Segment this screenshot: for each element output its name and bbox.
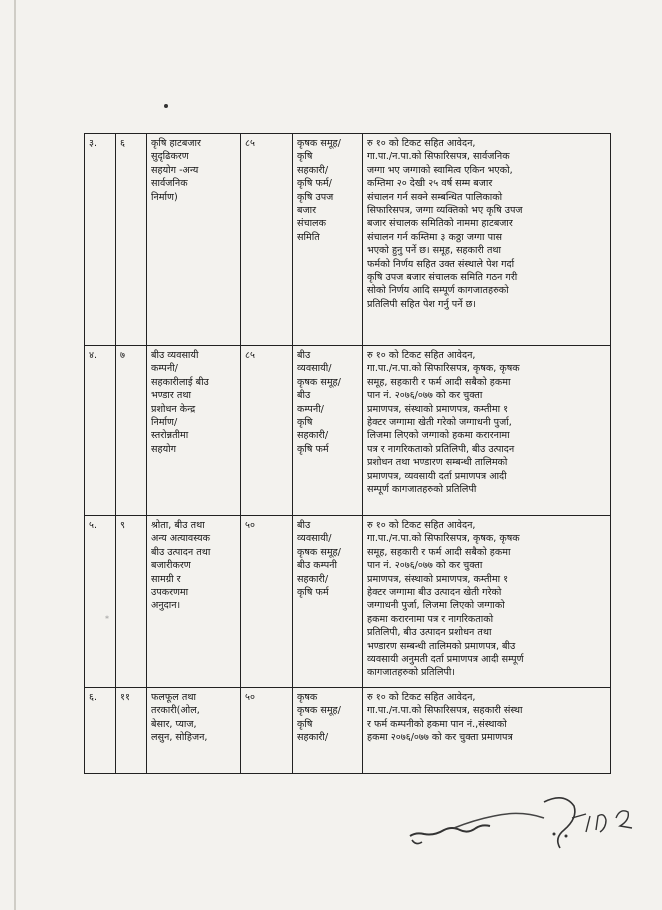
handwritten-signature <box>404 788 634 858</box>
program-name-line: बीउ उत्पादन तथा <box>151 546 211 558</box>
required-documents <box>363 134 611 346</box>
required-documents-line: समूह, सहकारी र फर्म आदी सबैको हकमा <box>367 376 511 388</box>
program-name-line: सुदृढिकरण <box>151 151 189 163</box>
eligible-applicants-line: कृषि उपज <box>297 191 334 203</box>
required-documents-line: फर्मको निर्णय सहित उक्त संस्थाले पेश गर्दा <box>367 258 515 270</box>
eligible-applicants-line: कृषि <box>297 151 313 163</box>
program-name <box>147 688 241 774</box>
program-name <box>147 134 241 346</box>
program-name-line: सहयोग <box>151 443 177 455</box>
subsidy-amount: ५० <box>241 688 293 774</box>
required-documents <box>363 516 611 688</box>
program-name-line: सहकारीलाई बीउ <box>151 376 209 388</box>
required-documents-line: गा.पा./न.पा.को सिफारिसपत्र, सहकारी संस्था <box>367 705 523 717</box>
program-name-line: सामग्री र <box>151 573 181 585</box>
eligible-applicants-line: सहकारी/ <box>297 732 329 744</box>
program-name-line: बीउ व्यवसायी <box>151 350 199 361</box>
eligible-applicants <box>293 346 363 516</box>
program-name-line: सहयोग -अन्य <box>151 164 199 176</box>
required-documents-line: रु १० को टिकट सहित आवेदन, <box>367 138 476 149</box>
program-name-line: सार्वजनिक <box>151 178 188 190</box>
required-documents-line: व्यवसायी अनुमती दर्ता प्रमाणपत्र आदी सम्पूर्ण <box>367 654 524 666</box>
required-documents-line: कम्तिमा २० देखी २५ वर्ष सम्म बजार <box>367 178 493 190</box>
eligible-applicants-line: कृषक <box>297 692 318 703</box>
program-name-line: श्रोता, बीउ तथा <box>151 520 205 531</box>
required-documents <box>363 688 611 774</box>
required-documents-line: पान नं. २०७६/०७७ को कर चुक्ता <box>367 390 483 402</box>
required-documents-line: सम्पूर्ण कागजातहरुको प्रतिलिपी <box>367 484 477 496</box>
eligible-applicants-line: कृषक समूह/ <box>297 705 341 717</box>
eligible-applicants-line: बीउ <box>297 520 311 531</box>
table-row <box>85 134 611 346</box>
program-name <box>147 346 241 516</box>
program-name-line: कृषि हाटबजार <box>151 138 201 149</box>
eligible-applicants <box>293 688 363 774</box>
required-documents <box>363 346 611 516</box>
required-documents-line: हेक्टर जग्गामा बीउ उत्पादन खेती गरेको <box>367 587 502 599</box>
required-documents-line: र फर्म कम्पनीको हकमा पान नं.,संस्थाको <box>367 718 507 730</box>
required-documents-line: हेक्टर जग्गामा खेती गरेको जग्गाधनी पुर्जा, <box>367 417 512 429</box>
eligible-applicants-line: कृषि फर्म <box>297 587 329 599</box>
required-documents-line: लिजमा लिएको जग्गाको हकमा करारनामा <box>367 430 510 442</box>
program-name-line: उपकरणमा <box>151 587 189 599</box>
eligible-applicants-line: व्यवसायी/ <box>297 533 332 545</box>
program-name-line: कम्पनी/ <box>151 363 178 375</box>
required-documents-line: प्रशोधन तथा भण्डारण सम्बन्धी तालिमको <box>367 457 508 469</box>
table-row <box>85 688 611 774</box>
eligible-applicants-line: कम्पनी/ <box>297 403 324 415</box>
program-name-line: अनुदान। <box>151 600 181 612</box>
eligible-applicants-line: बीउ <box>297 390 311 402</box>
required-documents-line: गा.पा./न.पा.को सिफारिसपत्र, कृषक, कृषक <box>367 533 520 545</box>
program-code: ७ <box>116 346 147 516</box>
program-name <box>147 516 241 688</box>
required-documents-line: भएको हुनु पर्ने छ। समूह, सहकारी तथा <box>367 245 502 257</box>
eligible-applicants-line: सहकारी/ <box>297 573 329 585</box>
required-documents-line: प्रमाणपत्र, संस्थाको प्रमाणपत्र, कम्तीमा १ <box>367 403 509 415</box>
required-documents-line: बजार संचालक समितिको नाममा हाटबजार <box>367 218 513 230</box>
eligible-applicants-line: कृषक समूह/ <box>297 376 341 388</box>
table-row <box>85 346 611 516</box>
eligible-applicants-line: सहकारी/ <box>297 164 329 176</box>
scan-page-edge <box>14 0 16 910</box>
eligible-applicants-line: बीउ कम्पनी <box>297 560 337 572</box>
required-documents-line: रु १० को टिकट सहित आवेदन, <box>367 350 476 361</box>
program-name-line: स्तरोन्नतीमा <box>151 430 189 442</box>
program-name-line: फलफूल तथा <box>151 692 196 703</box>
eligible-applicants-line: कृषि फर्म/ <box>297 178 332 190</box>
required-documents-line: सिफारिसपत्र, जग्गा व्यक्तिको भए कृषि उपज <box>367 205 523 217</box>
program-code: ९ <box>116 516 147 688</box>
eligible-applicants-line: समिति <box>297 231 320 243</box>
program-code: ११ <box>116 688 147 774</box>
eligible-applicants <box>293 134 363 346</box>
subsidy-amount: ८५ <box>241 134 293 346</box>
required-documents-line: प्रमाणपत्र, संस्थाको प्रमाणपत्र, कम्तीमा १ <box>367 573 509 585</box>
program-name-line: निर्माण) <box>151 191 178 203</box>
subsidy-amount: ५० <box>241 516 293 688</box>
subsidy-amount: ८५ <box>241 346 293 516</box>
serial-number: ४. <box>85 346 116 516</box>
required-documents-line: रु १० को टिकट सहित आवेदन, <box>367 520 476 531</box>
required-documents-line: हकमा करारनामा पत्र र नागरिकताको <box>367 613 494 625</box>
required-documents-line: सोको निर्णय आदि सम्पूर्ण कागजातहरुको <box>367 285 509 297</box>
eligible-applicants-line: कृषक समूह/ <box>297 138 341 149</box>
program-name-line: तरकारी(ओल, <box>151 705 200 717</box>
eligible-applicants-line: कृषि फर्म <box>297 443 329 455</box>
eligible-applicants-line: कृषक समूह/ <box>297 546 341 558</box>
serial-number: ३. <box>85 134 116 346</box>
required-documents-line: प्रतिलिपी सहित पेश गर्नु पर्ने छ। <box>367 298 476 310</box>
scan-speck <box>164 104 168 108</box>
table-row <box>85 516 611 688</box>
program-name-line: बजारीकरण <box>151 560 191 572</box>
program-name-line: निर्माण/ <box>151 417 178 429</box>
required-documents-line: भण्डारण सम्बन्धी तालिमको प्रमाणपत्र, बीउ <box>367 640 516 652</box>
required-documents-line: संचालन गर्न सक्ने सम्बन्धित पालिकाको <box>367 191 503 203</box>
eligible-applicants-line: सहकारी/ <box>297 430 329 442</box>
serial-number: ५. <box>85 516 116 688</box>
eligible-applicants-line: बजार <box>297 205 317 217</box>
program-name-line: भण्डार तथा <box>151 390 191 402</box>
eligible-applicants-line: व्यवसायी/ <box>297 363 332 375</box>
program-code: ६ <box>116 134 147 346</box>
subsidy-requirements-table <box>84 133 611 774</box>
eligible-applicants-line: कृषि <box>297 417 313 429</box>
required-documents-line: प्रतिलिपी, बीउ उत्पादन प्रशोधन तथा <box>367 627 492 639</box>
required-documents-line: गा.पा./न.पा.को सिफारिसपत्र, सार्वजनिक <box>367 151 510 163</box>
required-documents-line: रु १० को टिकट सहित आवेदन, <box>367 692 476 703</box>
program-name-line: प्रशोधन केन्द्र <box>151 403 196 415</box>
pencil-mark: ⁎ <box>105 612 109 621</box>
required-documents-line: पान नं. २०७६/०७७ को कर चुक्ता <box>367 560 483 572</box>
program-name-line: बेसार, प्याज, <box>151 718 197 730</box>
eligible-applicants-line: कृषि <box>297 718 313 730</box>
serial-number: ६. <box>85 688 116 774</box>
eligible-applicants-line: संचालक <box>297 218 326 230</box>
required-documents-line: जग्गाधनी पुर्जा, लिजमा लिएको जग्गाको <box>367 600 505 612</box>
required-documents-line: प्रमाणपत्र, व्यवसायी दर्ता प्रमाणपत्र आदी <box>367 470 507 482</box>
required-documents-line: जग्गा भए जग्गाको स्वामित्व एकिन भएको, <box>367 164 513 176</box>
required-documents-line: कागजातहरुको प्रतिलिपी। <box>367 667 456 679</box>
required-documents-line: कृषि उपज बजार संचालक समिति गठन गरी <box>367 272 518 284</box>
required-documents-line: समूह, सहकारी र फर्म आदी सबैको हकमा <box>367 546 511 558</box>
required-documents-line: गा.पा./न.पा.को सिफारिसपत्र, कृषक, कृषक <box>367 363 520 375</box>
required-documents-line: हकमा २०७६/०७७ को कर चुक्ता प्रमाणपत्र <box>367 732 513 744</box>
program-name-line: लसुन, सोहिजन, <box>151 732 208 744</box>
required-documents-line: पत्र र नागरिकताको प्रतिलिपी, बीउ उत्पादन <box>367 443 515 455</box>
required-documents-line: संचालन गर्न कम्तिमा ३ कठ्ठा जग्गा पास <box>367 231 503 243</box>
program-name-line: अन्य अत्यावस्यक <box>151 533 210 545</box>
eligible-applicants-line: बीउ <box>297 350 311 361</box>
eligible-applicants <box>293 516 363 688</box>
